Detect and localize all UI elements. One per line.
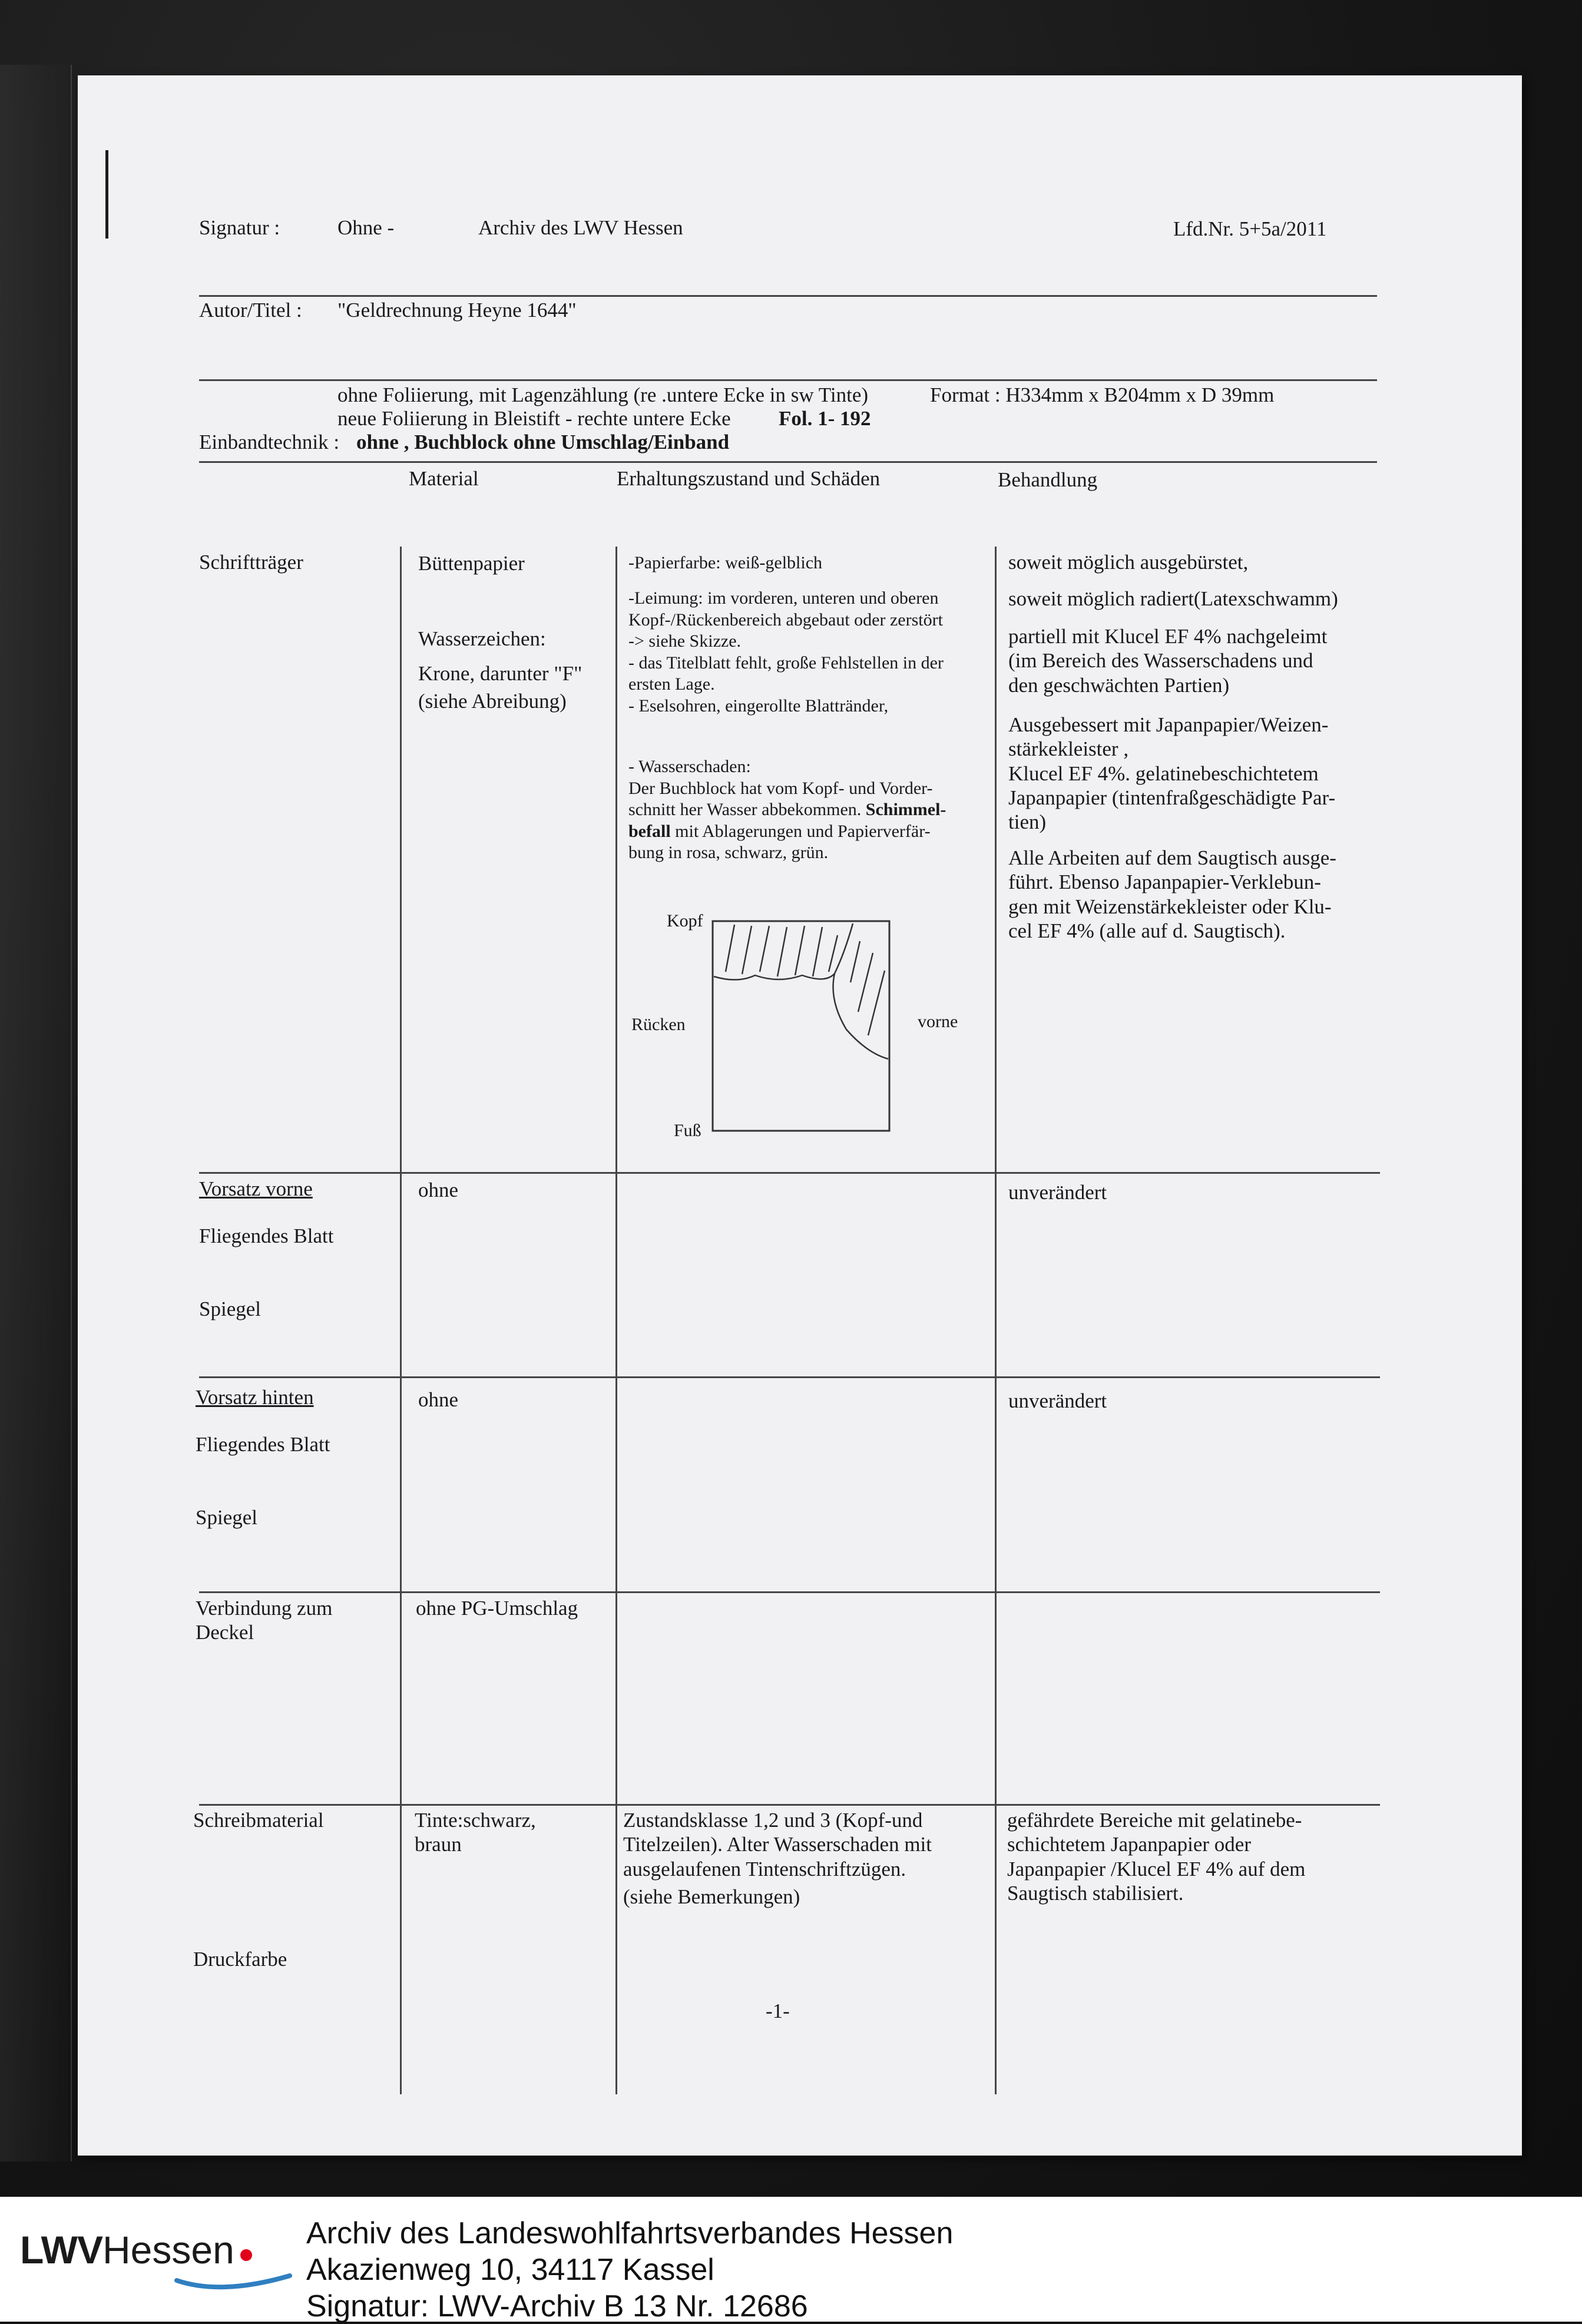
zustand-leimung: -Leimung: im vorderen, unteren und oberen Kopf-/Rückenbereich abgebaut oder zerstört -> siehe Skizze. - das Titelblatt fehlt, große Fehlstellen in der ersten Lage. - Eselsohren, eingerollte Blattränder,	[628, 588, 944, 716]
vorsatz-vorne-spiegel: Spiegel	[199, 1297, 261, 1320]
logo-lwv: LWV	[20, 2228, 102, 2272]
behandlung-nachgeleimt: partiell mit Klucel EF 4% nachgeleimt (im Bereich des Wasserschadens und den geschwächten Partien)	[1008, 625, 1328, 697]
behandlung-ausgebessert: Ausgebessert mit Japanpapier/Weizen- stärkekleister , Klucel EF 4%. gelatinebeschichtetem Japanpapier (tintenfraßgeschädigte Par- tien)	[1008, 713, 1336, 834]
page-number: -1-	[766, 1999, 790, 2022]
behandlung-saugtisch: Alle Arbeiten auf dem Saugtisch ausge- führt. Ebenso Japanpapier-Verklebun- gen mit Weizenstärkekleister oder Klu- cel EF 4% (alle auf d. Saugtisch).	[1008, 846, 1336, 942]
wasserschaden-text-2: mit Ablagerungen und Papierverfär- bung in rosa, schwarz, grün.	[628, 821, 931, 863]
vorsatz-vorne-material: ohne	[418, 1178, 459, 1201]
rule-2	[199, 379, 1377, 381]
sketch-kopf: Kopf	[667, 911, 703, 931]
archive-footer	[0, 2197, 1582, 2322]
vorsatz-vorne-behandlung: unverändert	[1008, 1181, 1107, 1204]
zustand-wasserschaden	[628, 756, 946, 864]
logo-dot	[240, 2249, 252, 2261]
footer-signatur: Signatur: LWV-Archiv B 13 Nr. 12686	[306, 2289, 808, 2323]
sketch-vorne: vorne	[918, 1012, 958, 1031]
lwv-hessen-logo	[20, 2227, 252, 2298]
autor-label: Autor/Titel :	[199, 299, 302, 322]
verbindung-material: ohne PG-Umschlag	[416, 1597, 578, 1620]
logo-hessen: Hessen	[102, 2228, 234, 2272]
schimmel-bold-1: Schimmel-	[865, 800, 946, 820]
einband-label: Einbandtechnik :	[199, 431, 340, 453]
logo-swoosh-icon	[174, 2272, 292, 2296]
verbindung-label: Verbindung zum Deckel	[196, 1597, 333, 1644]
zustand-papierfarbe: -Papierfarbe: weiß-gelblich	[628, 553, 823, 572]
row-line-4	[199, 1804, 1380, 1806]
footer-archive-name: Archiv des Landeswohlfahrtsverbandes Hessen	[306, 2216, 954, 2250]
margin-marker	[105, 150, 108, 239]
vorsatz-hinten-fliegendes: Fliegendes Blatt	[196, 1433, 330, 1456]
einband-value: ohne , Buchblock ohne Umschlag/Einband	[356, 431, 730, 453]
document-page	[78, 75, 1522, 2156]
schreibmaterial-zustand: Zustandsklasse 1,2 und 3 (Kopf-und Titelzeilen). Alter Wasserschaden mit ausgelaufenen Tintenschriftzügen.	[623, 1809, 932, 1881]
archiv-name: Archiv des LWV Hessen	[478, 216, 683, 239]
format-value: Format : H334mm x B204mm x D 39mm	[930, 383, 1275, 406]
schreibmaterial-bemerkungen: (siehe Bemerkungen)	[623, 1885, 800, 1908]
fol-range: Fol. 1- 192	[779, 407, 871, 430]
lfd-nr: Lfd.Nr. 5+5a/2011	[1173, 217, 1327, 240]
vorsatz-vorne-label: Vorsatz vorne	[199, 1177, 313, 1200]
behandlung-buersten: soweit möglich ausgebürstet,	[1008, 551, 1249, 574]
footer-address: Akazienweg 10, 34117 Kassel	[306, 2253, 714, 2287]
sketch-ruecken: Rücken	[631, 1015, 686, 1034]
vorsatz-vorne-fliegendes: Fliegendes Blatt	[199, 1224, 334, 1247]
row-line-3	[199, 1591, 1380, 1593]
foliierung-line2: neue Foliierung in Bleistift - rechte untere Ecke	[337, 407, 731, 430]
plastic-sleeve	[0, 65, 72, 2161]
schimmel-bold-2: befall	[628, 821, 671, 841]
vorsatz-hinten-label: Vorsatz hinten	[196, 1386, 314, 1409]
sketch-fuss: Fuß	[674, 1121, 701, 1140]
behandlung-radiert: soweit möglich radiert(Latexschwamm)	[1008, 587, 1338, 610]
schreibmaterial-material: Tinte:schwarz, braun	[415, 1809, 536, 1856]
schreibmaterial-behandlung: gefährdete Bereiche mit gelatinebe- schichtetem Japanpapier oder Japanpapier /Klucel EF 4% auf dem Saugtisch stabilisiert.	[1007, 1809, 1306, 1905]
wasserzeichen-label: Wasserzeichen:	[418, 627, 546, 650]
druckfarbe-label: Druckfarbe	[193, 1948, 287, 1971]
col-material: Material	[409, 467, 479, 490]
col-line-2	[615, 547, 617, 2094]
wasserzeichen-value: Krone, darunter "F" (siehe Abreibung)	[418, 662, 583, 713]
vorsatz-hinten-material: ohne	[418, 1388, 459, 1411]
autor-value: "Geldrechnung Heyne 1644"	[337, 299, 577, 322]
row-line-1	[199, 1172, 1380, 1174]
wasserschaden-text: - Wasserschaden: Der Buchblock hat vom Kopf- und Vorder- schnitt her Wasser abbekommen.	[628, 757, 933, 820]
signatur-value: Ohne -	[337, 216, 395, 239]
schreibmaterial-label: Schreibmaterial	[193, 1809, 324, 1832]
schrifttraeger-label: Schriftträger	[199, 551, 303, 574]
row-line-2	[199, 1376, 1380, 1378]
vorsatz-hinten-behandlung: unverändert	[1008, 1389, 1107, 1412]
col-line-3	[995, 547, 997, 2094]
schrifttraeger-material: Büttenpapier	[418, 552, 525, 575]
foliierung-line1: ohne Foliierung, mit Lagenzählung (re .untere Ecke in sw Tinte)	[337, 383, 869, 406]
damage-sketch	[708, 918, 908, 1141]
vorsatz-hinten-spiegel: Spiegel	[196, 1506, 257, 1529]
col-line-1	[400, 547, 402, 2094]
rule-3	[199, 461, 1377, 463]
rule-1	[199, 295, 1377, 297]
col-behandlung: Behandlung	[998, 468, 1098, 491]
signatur-label: Signatur :	[199, 216, 280, 239]
col-erhaltung: Erhaltungszustand und Schäden	[617, 467, 881, 490]
